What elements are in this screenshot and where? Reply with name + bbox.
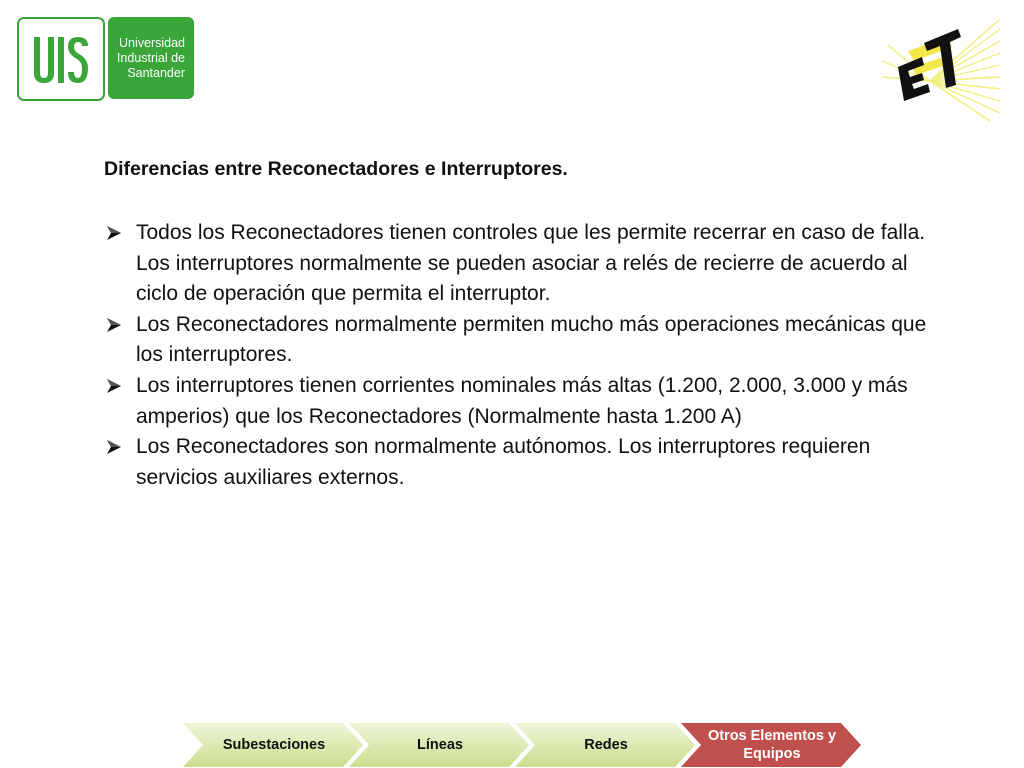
bullet-text: Los interruptores tienen corrientes nominales más altas (1.200, 2.000, 3.000 y más amperios) que los Reconectadores (Normalmente hasta 1.200 A) bbox=[136, 373, 908, 428]
arrowhead-bullet-icon bbox=[106, 439, 122, 455]
bullet-text: Los Reconectadores son normalmente autónomos. Los interruptores requieren servicios auxiliares externos. bbox=[136, 435, 871, 489]
nav-item-lineas[interactable] bbox=[349, 723, 531, 767]
bullet-text: Los Reconectadores normalmente permiten mucho más operaciones mecánicas que los interruptores. bbox=[136, 312, 927, 367]
uis-name-line-3: Santander bbox=[127, 66, 185, 80]
arrowhead-bullet-icon bbox=[106, 378, 122, 394]
uis-logo bbox=[17, 17, 197, 101]
bullet-item bbox=[104, 218, 954, 310]
bullet-item bbox=[104, 371, 954, 432]
uis-name-line-1: Universidad bbox=[118, 36, 185, 50]
nav-item-redes[interactable] bbox=[515, 723, 697, 767]
uis-monogram-icon bbox=[31, 31, 91, 87]
nav-item-subestaciones[interactable] bbox=[183, 723, 365, 767]
arrowhead-bullet-icon bbox=[106, 225, 122, 241]
bullet-list bbox=[104, 218, 954, 493]
uis-name-plate bbox=[108, 17, 194, 99]
bullet-item bbox=[104, 432, 954, 493]
nav-label: Líneas bbox=[417, 737, 463, 753]
nav-label: Subestaciones bbox=[222, 737, 326, 753]
nav-item-otros-elementos[interactable] bbox=[681, 723, 863, 767]
uis-name-line-2: Industrial de bbox=[116, 51, 185, 65]
section-navigation bbox=[183, 723, 863, 767]
bullet-item bbox=[104, 310, 954, 371]
arrowhead-bullet-icon bbox=[106, 317, 122, 333]
nav-label: Otros Elementos y Equipos bbox=[707, 728, 837, 762]
bullet-text: Todos los Reconectadores tienen controles que les permite recerrar en caso de falla. Los interruptores normalmente se pueden asociar a relés de recierre de acuerdo al ciclo de operación que permita el interruptor. bbox=[136, 221, 926, 306]
uis-monogram-box bbox=[17, 17, 105, 101]
slide-title: Diferencias entre Reconectadores e Interruptores. bbox=[104, 158, 568, 180]
et-sunburst-logo-icon bbox=[878, 15, 1003, 125]
nav-label: Redes bbox=[584, 737, 628, 753]
